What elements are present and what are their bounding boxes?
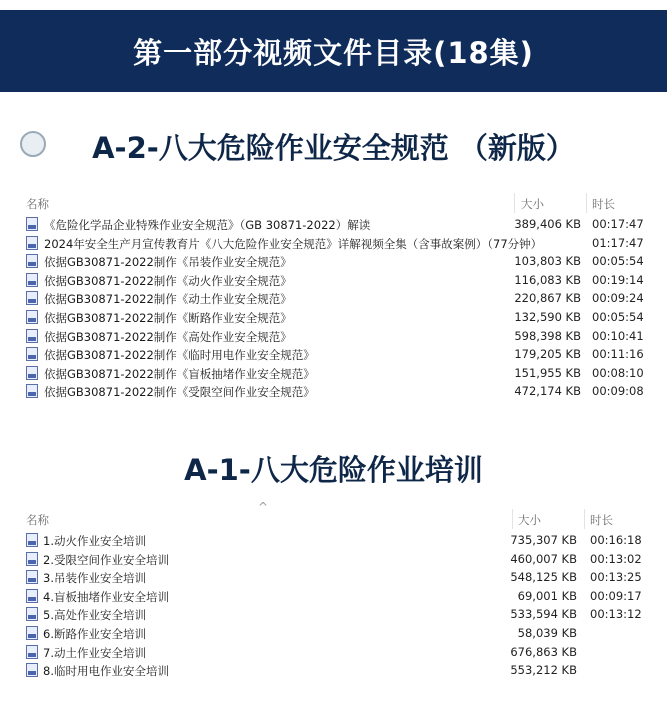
file-size: 179,205 KB [514, 347, 581, 362]
file-name: 依据GB30871-2022制作《高处作业安全规范》 [44, 329, 292, 344]
video-file-icon [26, 291, 38, 305]
file-duration: 00:13:02 [590, 551, 642, 566]
list-header [0, 509, 667, 531]
file-name: 2.受限空间作业安全培训 [43, 552, 169, 567]
file-size: 533,594 KB [510, 607, 577, 622]
section-title-a2: A-2-八大危险作业安全规范 （新版） [92, 131, 575, 165]
file-duration: 00:09:24 [592, 291, 644, 306]
file-size: 220,867 KB [514, 291, 581, 306]
video-file-icon [26, 366, 38, 380]
file-duration: 00:08:10 [592, 365, 644, 380]
file-row[interactable] [0, 215, 667, 234]
video-file-icon [26, 217, 38, 231]
column-divider[interactable] [512, 509, 513, 529]
file-name: 依据GB30871-2022制作《断路作业安全规范》 [44, 310, 292, 325]
file-row[interactable] [0, 568, 667, 587]
video-file-icon [26, 384, 38, 398]
file-size: 151,955 KB [514, 365, 581, 380]
file-size: 116,083 KB [514, 272, 581, 287]
file-duration: 00:10:41 [592, 328, 644, 343]
file-row[interactable] [0, 531, 667, 550]
file-name: 依据GB30871-2022制作《动土作业安全规范》 [44, 292, 292, 307]
file-name: 依据GB30871-2022制作《动火作业安全规范》 [44, 273, 292, 288]
file-row[interactable] [0, 271, 667, 290]
file-name: 5.高处作业安全培训 [43, 608, 146, 623]
file-duration: 00:19:14 [592, 272, 644, 287]
video-file-icon [26, 552, 38, 566]
file-size: 553,212 KB [510, 663, 577, 678]
file-row[interactable] [0, 643, 667, 662]
file-size: 132,590 KB [514, 309, 581, 324]
file-row[interactable] [0, 308, 667, 327]
file-duration: 00:11:16 [592, 347, 644, 362]
video-file-icon [26, 329, 38, 343]
file-name: 2024年安全生产月宣传教育片《八大危险作业安全规范》详解视频全集（含事故案例）（77分钟） [44, 236, 543, 251]
file-size: 69,001 KB [517, 588, 577, 603]
section-title-a1: A-1-八大危险作业培训 [184, 453, 483, 487]
column-header-size[interactable]: 大小 [518, 513, 541, 527]
file-duration: 00:05:54 [592, 254, 644, 269]
file-row[interactable] [0, 624, 667, 643]
file-name: 4.盲板抽堵作业安全培训 [43, 589, 169, 604]
file-duration: 00:13:12 [590, 607, 642, 622]
file-duration: 00:05:54 [592, 309, 644, 324]
file-row[interactable] [0, 327, 667, 346]
video-file-icon [26, 310, 38, 324]
video-file-icon [26, 533, 38, 547]
file-size: 735,307 KB [510, 533, 577, 547]
list-header [0, 193, 667, 215]
column-header-duration[interactable]: 时长 [590, 513, 613, 527]
video-file-icon [26, 663, 38, 677]
file-duration: 00:09:08 [592, 384, 644, 399]
file-duration: 01:17:47 [592, 235, 644, 250]
file-list-a2 [0, 193, 667, 401]
sort-caret-icon[interactable]: ^ [258, 500, 269, 514]
file-row[interactable] [0, 382, 667, 401]
file-duration: 00:17:47 [592, 217, 644, 231]
column-header-duration[interactable]: 时长 [592, 197, 615, 211]
file-size: 103,803 KB [514, 254, 581, 269]
video-file-icon [26, 607, 38, 621]
file-duration: 00:16:18 [590, 533, 642, 547]
file-row[interactable] [0, 289, 667, 308]
file-name: 依据GB30871-2022制作《盲板抽堵作业安全规范》 [44, 366, 315, 381]
video-file-icon [26, 254, 38, 268]
file-row[interactable] [0, 661, 667, 680]
file-name: 依据GB30871-2022制作《临时用电作业安全规范》 [44, 348, 315, 363]
file-name: 依据GB30871-2022制作《吊装作业安全规范》 [44, 255, 292, 270]
file-name: 6.断路作业安全培训 [43, 626, 146, 641]
column-divider[interactable] [514, 193, 515, 213]
video-file-icon [26, 645, 38, 659]
file-duration: 00:09:17 [590, 588, 642, 603]
file-row[interactable] [0, 364, 667, 383]
banner-title: 第一部分视频文件目录(18集) [133, 35, 534, 70]
file-row[interactable] [0, 605, 667, 624]
file-size: 472,174 KB [514, 384, 581, 399]
video-file-icon [26, 570, 38, 584]
file-name: 3.吊装作业安全培训 [43, 571, 146, 586]
video-file-icon [26, 236, 38, 250]
file-row[interactable] [0, 550, 667, 569]
top-banner [0, 10, 667, 92]
file-list-a1 [0, 509, 667, 680]
video-file-icon [26, 589, 38, 603]
column-header-size[interactable]: 大小 [521, 197, 544, 211]
file-name: 7.动土作业安全培训 [43, 645, 146, 660]
column-header-name[interactable]: 名称 [26, 197, 49, 211]
file-size: 389,406 KB [514, 217, 581, 231]
file-name: 《危险化学品企业特殊作业安全规范》（GB 30871-2022）解读 [44, 218, 371, 232]
column-header-name[interactable]: 名称 [26, 513, 49, 527]
file-duration: 00:13:25 [590, 570, 642, 585]
file-name: 8.临时用电作业安全培训 [43, 664, 169, 679]
file-size: 58,039 KB [517, 625, 577, 640]
file-size: 598,398 KB [514, 328, 581, 343]
file-row[interactable] [0, 345, 667, 364]
file-name: 1.动火作业安全培训 [43, 534, 146, 548]
file-size: 548,125 KB [510, 570, 577, 585]
file-size: 676,863 KB [510, 644, 577, 659]
video-file-icon [26, 626, 38, 640]
video-file-icon [26, 347, 38, 361]
column-divider[interactable] [584, 509, 585, 529]
file-row[interactable] [0, 252, 667, 271]
file-row[interactable] [0, 587, 667, 606]
file-name: 依据GB30871-2022制作《受限空间作业安全规范》 [44, 385, 315, 400]
file-row[interactable] [0, 234, 667, 253]
column-divider[interactable] [586, 193, 587, 213]
video-file-icon [26, 273, 38, 287]
file-size: 460,007 KB [510, 551, 577, 566]
